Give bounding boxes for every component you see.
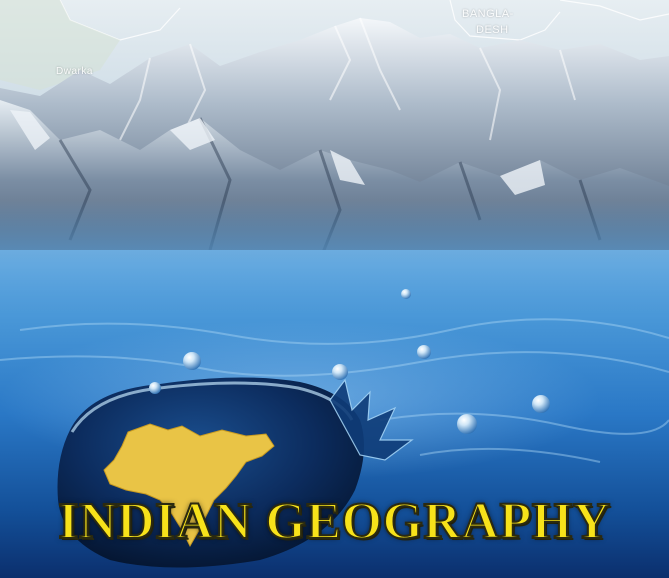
cover-title: INDIAN GEOGRAPHY (58, 493, 611, 550)
water-drop-icon (332, 364, 348, 380)
water-drop-icon (532, 395, 550, 413)
map-label-bangladesh-line2: DESH (476, 24, 509, 36)
water-drop-icon (457, 414, 477, 434)
map-label-bangladesh-line1: BANGLA- (462, 8, 514, 20)
map-label-dwarka: Dwarka (56, 66, 93, 77)
mist-layer (0, 200, 669, 310)
water-drop-icon (149, 382, 161, 394)
water-drop-icon (401, 289, 411, 299)
water-drop-icon (183, 352, 201, 370)
water-drop-icon (417, 345, 431, 359)
